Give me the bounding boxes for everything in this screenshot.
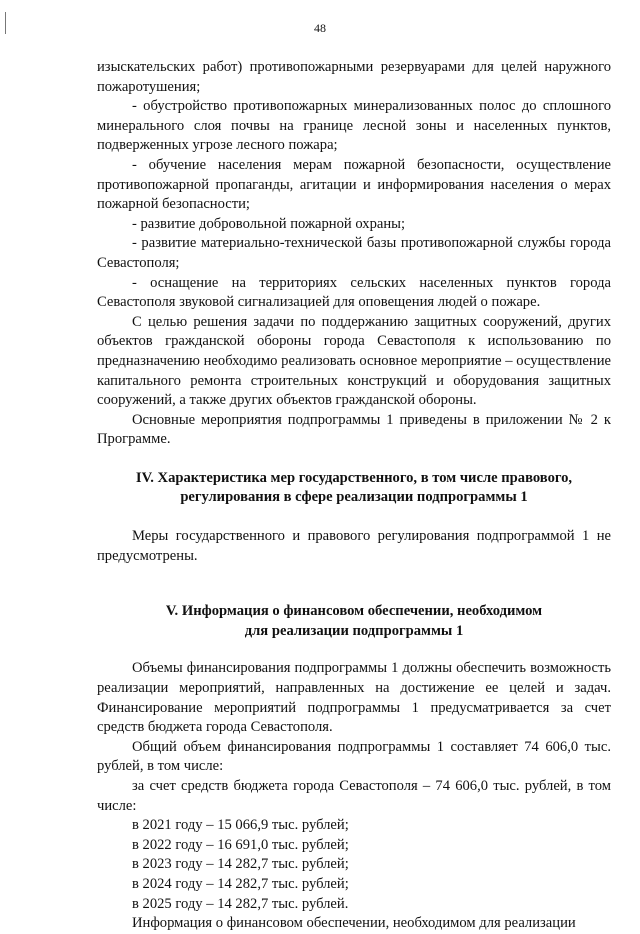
document-body: [97, 58, 611, 934]
paragraph-funding-total: Общий объем финансирования подпрограммы 1 составляет 74 606,0 тыс. рублей, в том числе:: [97, 738, 611, 775]
paragraph-funding-info: Информация о финансовом обеспечении, необходимом для реализации: [132, 915, 576, 932]
section-v-heading: [97, 602, 611, 641]
section-iv-heading: [97, 469, 611, 508]
section-v-heading-line1: V. Информация о финансовом обеспечении, необходимом: [165, 603, 543, 620]
funding-year-2022: в 2022 году – 16 691,0 тыс. рублей;: [132, 836, 349, 853]
section-iv-heading-line1: IV. Характеристика мер государственного, в том числе правового,: [135, 469, 573, 486]
paragraph-protective-structures: С целью решения задачи по поддержанию защитных сооружений, других объектов гражданской обороны города Севастополя к использованию по предназначению необходимо реализовать основное мероприятие – осуществление капитального ремонта строительных конструкций и оборудования защитных сооружений, а также других объектов гражданской обороны.: [97, 313, 611, 409]
page-number: 48: [314, 21, 326, 35]
bullet-volunteer: - развитие добровольной пожарной охраны;: [132, 215, 406, 232]
funding-year-2023: в 2023 году – 14 282,7 тыс. рублей;: [132, 856, 349, 873]
bullet-sound-alarm: - оснащение на территориях сельских населенных пунктов города Севастополя звуковой сигнализацией для оповещения людей о пожаре.: [97, 274, 611, 311]
bullet-fire-strips: - обустройство противопожарных минерализованных полос до сплошного минерального слоя почвы на границе лесной зоны и населенных пунктов, подверженных угрозе лесного пожара;: [97, 98, 611, 154]
section-iv-heading-line2: регулирования в сфере реализации подпрограммы 1: [180, 489, 528, 506]
funding-year-2025: в 2025 году – 14 282,7 тыс. рублей.: [132, 895, 349, 912]
paragraph-intro: изыскательских работ) противопожарными резервуарами для целей наружного пожаротушения;: [97, 59, 611, 95]
bullet-material-base: - развитие материально-технической базы противопожарной службы города Севастополя;: [97, 235, 611, 271]
section-iv-text: Меры государственного и правового регулирования подпрограммой 1 не предусмотрены.: [97, 528, 611, 564]
paragraph-appendix: Основные мероприятия подпрограммы 1 приведены в приложении № 2 к Программе.: [97, 411, 611, 448]
funding-year-2024: в 2024 году – 14 282,7 тыс. рублей;: [132, 875, 349, 892]
paragraph-funding-volumes: Объемы финансирования подпрограммы 1 должны обеспечить возможность реализации мероприятий, направленных на достижение ее целей и задач. Финансирование мероприятий подпрограммы 1 предусматривается за счет средств бюджета города Севастополя.: [97, 660, 611, 736]
paragraph-funding-budget: за счет средств бюджета города Севастополя – 74 606,0 тыс. рублей, в том числе:: [97, 778, 611, 814]
bullet-training: - обучение населения мерам пожарной безопасности, осуществление противопожарной пропаганды, агитации и информирования населения о мерах пожарной безопасности;: [97, 156, 611, 213]
funding-year-2021: в 2021 году – 15 066,9 тыс. рублей;: [132, 817, 349, 834]
section-v-heading-line2: для реализации подпрограммы 1: [244, 622, 464, 639]
